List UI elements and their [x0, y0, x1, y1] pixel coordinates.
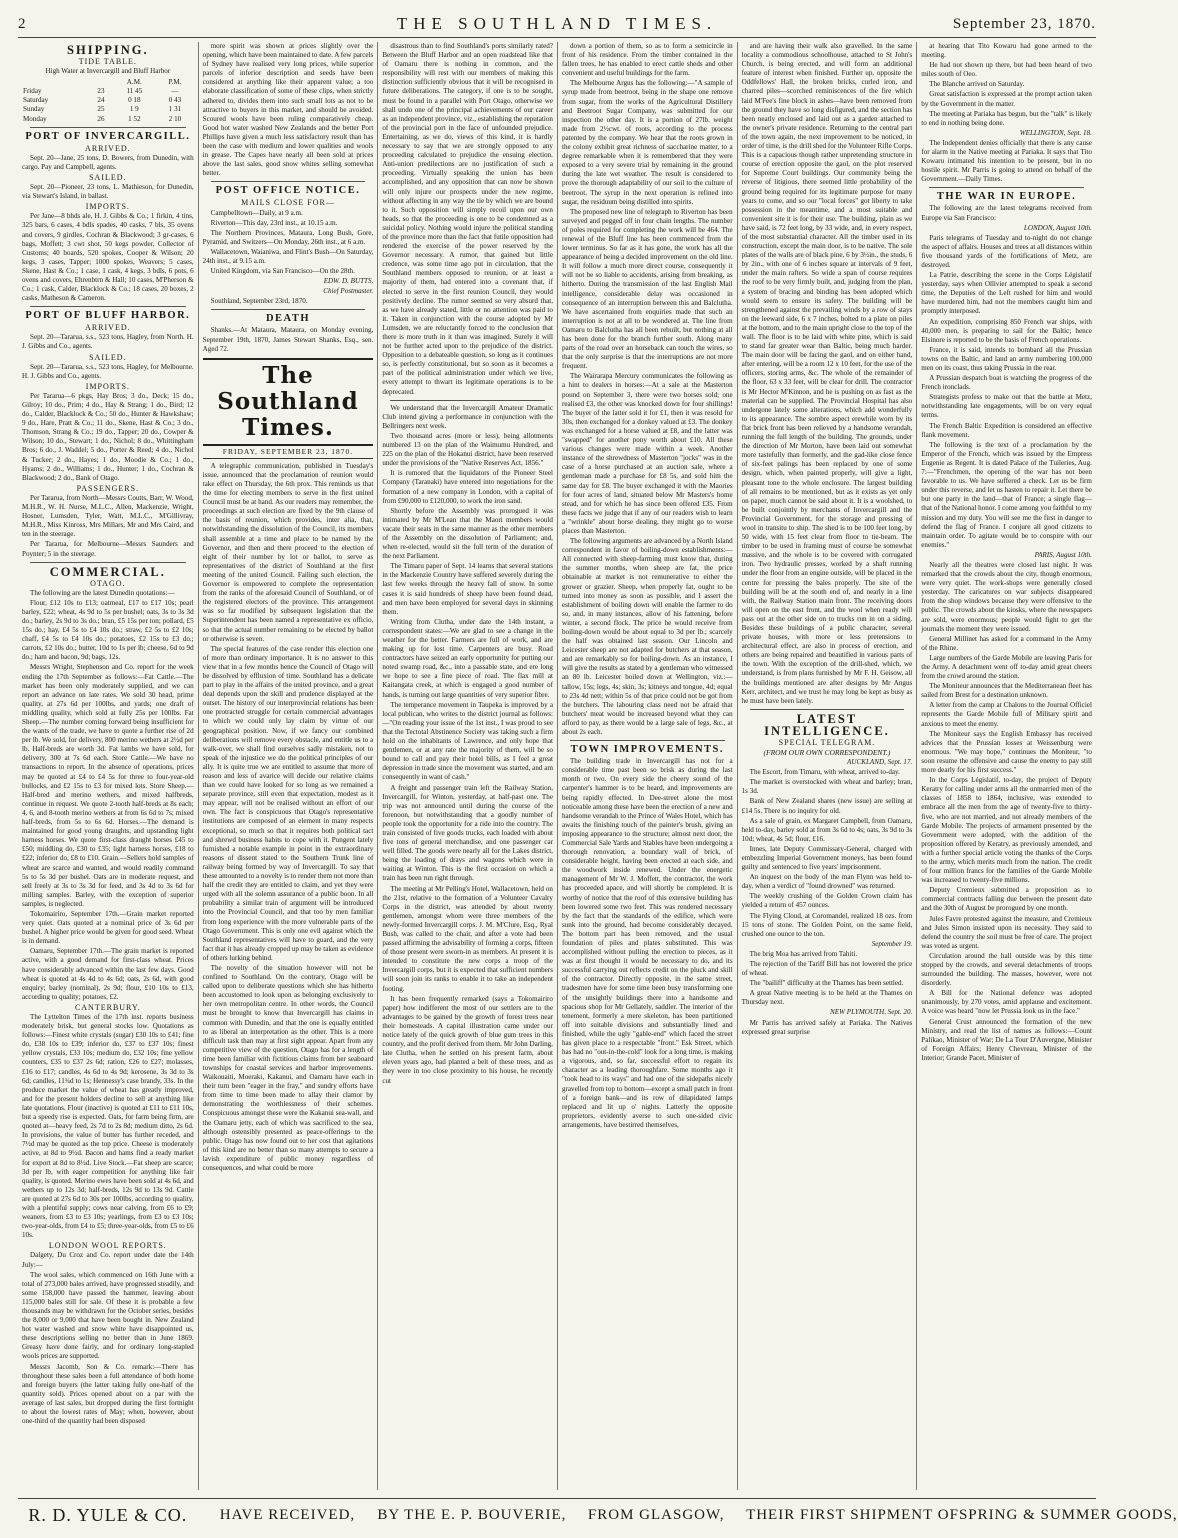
otago-intro: The following are the latest Dunedin quotations:— — [30, 588, 175, 597]
tide-cell: Saturday — [23, 96, 49, 105]
tide-row — [22, 115, 194, 124]
telegram-item: The Flying Cloud, at Coromandel, realized 18 ozs. from 15 tons of stone. The Golden Point, on the same field, crushed one ounce to the ton. — [741, 911, 913, 938]
telegram-item: As a sale of grain, ex Margaret Campbell, from Oamaru, held to-day, barley sold at from 3s 6d to 4s; oats, 3s 9d to 3s 10d; wheat, 4s 5d; flour, £16. — [741, 816, 913, 843]
mail-item: The Northern Provinces, Mataura, Long Bush, Gore, Pyramid, and Switzers—On Monday, 26th inst., at 6 a.m. — [202, 228, 374, 246]
tide-row — [22, 96, 194, 105]
sailed-label: SAILED. — [89, 352, 127, 362]
tide-cell: 11 45 — [126, 87, 143, 96]
town-improvements-heading: TOWN IMPROVEMENTS. — [570, 744, 724, 756]
telegram-item: The meeting at Pariaka has begun, but the "talk" is likely to end in nothing being done. — [921, 109, 1092, 127]
news-item: Writing from Clutha, under date the 14th instant, a correspondent states:—We are glad to see a change in the weather for the better. Farmers are full of work, and are making up for lost time. Carpenters are busy. Road contractors have seized an early opportunity for putting our noted swamp road, &c., into a passable state, and ere long we hope to see a fine piece of road. The flax mill at Kaitangata creek, at which is engaged a good number of hands, is turning out large quantities of very superior fibre. — [382, 617, 553, 699]
telegram-item: The Blanche arrived on Saturday. — [929, 80, 1025, 89]
war-item: Large numbers of the Garde Mobile are leaving Paris for the Army. A detachment went off to-day amid great cheers from the crowd around the station. — [921, 653, 1092, 681]
telegram-item: The weekly crushing of the Golden Crown claim has yielded a return of 457 ounces. — [741, 892, 913, 910]
divider — [211, 181, 366, 182]
tide-header-cell: P.M. — [168, 78, 182, 87]
leader-paragraph: The novelty of the situation however will not be confined to Southland. On the contrary, Otago will be called upon to deliberate questions which she has hitherto been accustomed to look upon as belonging exclusively to her own metropolitan centre. In other words, the Council must be brought to know that Invercargill has claims in common with Dunedin, and that the one is equally entitled to as liberal an interpretation as the other. This is a more difficult task than may at first sight appear. Apart from any competitive view of the question, Otago has for a length of time been familiar with fictitious claims from her seaboard townships for coastal services and harbor improvements. Waikouaiti, Moeraki, Kakanui, and Oamaru have each in their turn been "eager in the fray," and sundry efforts have from time to time been made to allay their clamor by demonstrating the worthlessness of their schemes. Conspicuous amongst these were the Kakanui sea-wall, and the Oamaru jetty, each of which was sacrificed to the sea, although ostensibly presented as peace-offerings to the public. Otago has now found out to her cost that agitations of this kind are no better than so many attempts to secure a lavish expenditure of public money regardless of consequences, and what could be more — [202, 963, 374, 1173]
divider — [211, 309, 366, 310]
tide-header-cell — [22, 78, 90, 87]
war-item: The Moniteur announces that the Mediterranean fleet has sailed from Brest for a destination unknown. — [921, 682, 1092, 700]
leader-paragraph: The special features of the case render this election one of more than ordinary importance. It is no answer to this view that in a few months hence the Council of Otago will be dissolved by effluxion of time. Southland has a delicate part to play in the affairs of the united province, and a great deal depends upon the skill and prudence displayed at the outset. The history of our interprovincial relations has been one protracted struggle for certain commercial advantages to which we could only lay claim by virtue of our geographical position. Now, if we fancy our combined deliberations will remove every obstacle, and entitle us to a walk-over, we shall find ourselves sadly mistaken, not to speak of the injustice we do the political principles of our ally. It is quite true we are entitled to assume that more of reason and less of avarice will decide our relative claims than we could have looked for so long as we remained a separate province, still even that expectation, modest as it may appear, will not be realised without an effort of our own. The fact is conspicuous that Otago's representative institutions are composed of an element in many respects exceptional, so much so that it requires both political tact and shrewd business habits to cope with it. Pungent lately furnished a notable example in point in the extraordinary reasons of dissent stated to the Southern Trunk line of railway being formed by way of Invercargill. To say that these amounted to a novelty is to render them not more than half the credit they are entitled to claim, and yet they were urged with all the solemn assurance of a public boon. In all probability a similar train of argument will be introduced into the Provincial Council, and that too by men familiar from long experience with the more vulnerable parts of the Otago Government. This is only one evil against which the Southland representatives will have to guard, and the very fact that it has already cropped up may be taken as evidence of others lurking behind. — [202, 644, 374, 962]
divider — [570, 740, 725, 741]
special-telegram-heading: SPECIAL TELEGRAM. — [778, 737, 876, 747]
column-2 — [198, 42, 378, 1490]
tide-cell: 2 10 — [168, 114, 182, 123]
column-1 — [18, 42, 198, 1490]
otago-oamaru: Oamaru, September 17th.—The grain market is reported active, with a good demand for first-class wheat. Prices have considerably advanced within the last few days. Good wheat is quoted at 4s 4d to 4s 6d; oats, 2s 6d, with good enquiry; barley (nominal), 2s 9d; flour, £10 10s to £13, according to quality; potatoes, £2. — [22, 947, 194, 1001]
tide-row — [22, 105, 194, 114]
new-plymouth-dateline: NEW PLYMOUTH, Sept. 20. — [830, 1008, 913, 1017]
canterbury-text: The Lyttelton Times of the 17th inst. reports business moderately brisk, but general stocks low. Quotations as follows:—Finest white crystals (sugar) £30 10s to £41; fine do, £38 10s to £39; inferior do, £37 to £37 10s; finest yellow crystals, £33 10s; medium do, £32 10s; fine yellow counters, £35 to £37 2s 6d; ration, £26 to £27; molasses, £16 to £17; candles, 4s 6d to 4s 9d; kerosene, 3s 3d to 3s 6d; candles, 11¾d to 1s; Hennessy's case brandy, 33s. In the produce market the value of wheat has greatly improved, and for the present holders decline to sell at anything like late quotations. Flour (inactive) is quoted at £11 to £11 10s, but a speedy rise is expected. Oats, for farm being firm, are quoted at—heavy feed, 2s 7d to 2s 8d; medium ditto, 2s 6d. In provisions, the value of butter has further receded, and 7½d may be quoted as the top price. Cheese is moderately active, at 8d to 9½d. Bacon and hams find a ready market for export at 8d to 8½d. Live Stock.—Fat sheep are scarce; 3d per lb, with eager competition for anything like fair quality, is quoted. Merino ewes have been sold at 4s 6d, and wethers up to 12s 3d; half-breds, 12s 9d to 13s 9d. Cattle are quoted at 27s 6d to 30s per 100lbs, according to quality, with a plentiful supply; cows near calving, from £6 to £9; weaners, from £3 to £3 10s; yearlings, from £3 to £3 10s; two-year-olds, from £4 to £5; three-year-olds, from £5 to £6 10s. — [22, 1013, 194, 1240]
tide-cell: 1 9 — [129, 105, 139, 114]
telegram-item: The Independent denies officially that there is any cause for alarm in the Native meeting at Pariaka. It says that Tito Kowaru intimated his intention to be present, but in no hostile spirit. Mr Parris is going to attend on behalf of the Government.—Daily Times. — [921, 138, 1092, 184]
london-dateline: LONDON, August 10th. — [1023, 223, 1092, 232]
war-item: General Millinet has asked for a command in the Army of the Rhine. — [921, 634, 1092, 652]
port-bluff-imports: Per Tararua—6 pkgs, Hay Bros; 3 do., Deck; 15 do., Gilroy; 10 do., Prim; 4 do., Hay & Strang; 1 do., Bird; 12 do., Calder, Blacklock & Co.; 50 do., Hunter & Hawkshaw; 9 do., Hare, Pratt & Co.; 11 do., Skene, Hast & Co.; 3 do., Thomson, Strang & Co.; 19 do., Tapper; 20 do., Cowper & Wilson; 10 do., Stewart; 1 do., Nichol; 8 do., Whittingham Bros; 6 do., J. Waddel; 5 do., Porter & Reed; 4 do., Nichol & Tucker; 2 do., Hayes; 1 do., Moodie & Co.; 1 do., Hyams; 2 do., Williams; 1 do., Hunter; 1 do., Cochran & Blackwood; 2 do., Bank of Otago. — [22, 391, 194, 482]
auckland-dateline: AUCKLAND, Sept. 17. — [847, 758, 913, 767]
wellington-dateline: WELLINGTON, Sept. 18. — [1019, 128, 1092, 137]
tide-header-cell — [90, 78, 113, 87]
imports-label: IMPORTS. — [85, 202, 130, 212]
running-head — [18, 14, 1096, 36]
column-5 — [737, 42, 917, 1490]
war-item: The Moniteur says the English Embassy has received advices that the Prussian losses at Weissenburg were enormous. "We may hope," continues the Moniteur, "to soon resume the offensive and cause the enemy to pay still more dearly for his first success." — [921, 729, 1092, 775]
telegram-item: The rejection of the Tariff Bill has not lowered the price of wheat. — [741, 960, 913, 978]
leader-paragraph: A telegraphic communication, published in Tuesday's issue, announced that the proclamation of reunion would take effect on Thursday, the 6th prox. This reminds us that the time for electing members to serve in the first united Council must be at hand. As our readers may remember, the proceedings at such election are fixed by the 9th clause of the basis of reunion, which provides, inter alia, that, notwithstanding the dissolution of the Council, its members shall assemble at a time and place to be named by the Governor, and then and there proceed to the election of eight of their number by lot or ballot, to serve as representatives of the district of Southland at the first meeting of the united Council. Failing such election, the Governor is empowered to complete the representation from the ranks of the aforesaid Council of Southland, or of the registered electors of the province. This arrangement was so far modified by subsequent legislation that the Superintendent has been named a representative ex officio, so that the actual number remaining to be elected by ballot or otherwise is seven. — [202, 461, 374, 643]
news-item: Shortly before the Assembly was prorogued it was intimated by Mr M'Lean that the Maori members would vacate their seats in the same manner as the other members of the Assembly on the dissolution of Parliament; and, when re-elected, would sit the full term of the duration of the next Parliament. — [382, 506, 553, 561]
ad-banner-text: HAVE RECEIVED, — [219, 1507, 356, 1523]
shipping-heading: SHIPPING. — [67, 43, 149, 57]
tide-table-heading: TIDE TABLE. — [78, 57, 137, 66]
port-invercargill-imports: Per Jane—8 bhds ale, H. J. Gibbs & Co.; 1 firkin, 4 tins, 325 bars, 6 cases, 4 bdls spades, 40 casks, 7 bls, 35 ovens and covers, 9 girdles, Cochran & Blackwood; 3 gr-cases, 6 bags, Moffett; 3 cwt shot, 50 kegs powder, Collector of Customs; 40 boards, 520 spokes, Cooper & Wilson; 20 kegs, 3 cases, Tapper; 1000 spokes, Weavers; 5 cases, Skene, Hast & Co.; 1 case, 1 cask, 4 kegs, 3 bdls, 6 pots, 6 ovens and covers, Ehrenbtrn & Hall; 10 cases, M'Pherson & Co.; 1 cask, Calder, Blacklock & Co.; 18 cases, 20 boxes, 2 casks, Matheson & Cameron. — [22, 212, 194, 303]
tide-cell: 0 18 — [128, 96, 141, 105]
sept19-dateline: September 19. — [871, 939, 913, 948]
arrived-label: ARRIVED. — [85, 143, 131, 153]
tide-header-cell: A.M. — [126, 78, 142, 87]
page-number: 2 — [18, 16, 26, 32]
war-item: Paris telegrams of Tuesday and to-night do not change the aspect of affairs. Houses and trees at all distances within five thousand yards of the fortifications of Metz, are destroyed. — [921, 233, 1092, 269]
telegram-item: The "bailiff" difficulty at the Thames has been settled. — [749, 979, 904, 988]
ad-banner-text: BY THE E. P. BOUVERIE, — [377, 1507, 567, 1523]
tide-cell: Sunday — [23, 105, 45, 114]
london-wool-heading: LONDON WOOL REPORTS. — [48, 1241, 167, 1251]
post-date: Southland, September 23rd, 1870. — [210, 297, 308, 306]
war-item: The following is the text of a proclamation by the Emperor of the French, which was issued by the Empress Eugenie as Regent. It is dated Palace of the Tuileries, Aug. 7:—"Frenchmen, the opening of the war has not been favorable to us. We have suffered a check. Let us be firm under this reverse, and let us hasten to repair it. Let there be but one party in the land—that of France; a single flag—that of the National honor. I come among you faithful to my mission and my duty. You will see me the first in danger to defend the flag of France. I conjure all good citizens to maintain order. To agitate would be to conspire with our enemies." — [921, 440, 1092, 549]
port-bluff-sailed: Sept. 20—Tararua, s.s., 523 tons, Hagley, for Melbourne. H. J. Gibbs and Co., agents. — [22, 362, 194, 380]
tide-cell: Friday — [23, 87, 42, 96]
divider — [30, 562, 186, 563]
town-improvements-text-continued: and are having their walk also gravelled. In the same locality a commodious schoolhouse, attached to St John's Church, is being erected, and will form an additional feature of interest when finished. Further up, opposite the Oddfellows' Hall, the broken bricks, curled iron, and charred piles—scorched reminiscences of the fire which laid M'Fee's fine block in ashes—have been removed from the ground they have so long disfigured, and the section has been neatly enclosed and laid out as a garden attached to the owner's private residence. Returning to the central part of the town again, the next improvement to be noticed, in order of time, is the drill shed for the Volunteer Rifle Corps. This is a capacious though rather unpretending structure in course of erection opposite the gaol, on the plot reserved for Supreme Court buildings. Our community being the reverse of litigious, there seemed little probability of the ground being required for its legitimate purpose for many years to come, and so our "local forces" got liberty to take possession in the meantime, and a most suitable and convenient site it is for their use. The building, plain as we have said, is 72 feet long, by 33 wide, and, in every respect, of the most substantial character. All the timber used in its construction, except the main door, is to be native. The sole plates of the walls are of black pine, 6 by 3½in., the studs, 6 by 2in., with one of 6 inches square at intervals of 9 feet, under the main rafters. So wide a span of course requires the roof to be very firmly built, and, judging from the plan, a system of bracing and binding has been adopted which would seem to ensure its safety. The building will be strengthened against the prevailing winds by a row of stays on the leeward side, 6 x 7 inches, bolted to a plate on piles at the bottom, and to the main upright close to the top of the wall. The floor is to be laid with white pine, which is said to stand far greater wear than Baltic, being much harder. The main door will be facing the gaol, and on either hand, after entering, will be a room 12 x 10 feet, for the use of the officers, storing arms, &c. The whole of the remainder of the floor, 63 x 33 feet, will be clear for drill. The contractor is Mr Hector M'Kinnon, and he is pushing on as fast as the material can be supplied. The Provincial Hospital has also undergone lately some alterations, which add wonderfully to its appearance. The sombre aspect erewhile worn by its flat brick front has been relieved by a handsome verandah, running the full length of the building. The grounds, under the direction of Mr Morton, have been laid out somewhat more tastefully than formerly, and the gad-like close fence of six-feet palings has been replaced by one of some design, which, when painted properly, will give a light, pleasant tone to the whole enclosure. The largest building of all remains to be mentioned, but as it exists as yet only on paper, much cannot be said about it. It is a woolshed, to be built conjointly by merchants of Invercargill and the Provincial Government, for the storage and pressing of wool in transitu to ship. The shed is to be 100 feet long, by 50 wide, with 15 feet clear from floor to tie-beam. The timber to be used in framing must of course be somewhat massive, and the whole is to be covered with corrugated iron. Two hydraulic presses, worked by a shaft running under the floor from an engine outside, will be placed in the centre for pressing the bales properly. The site of the building will be at the south end of, and nearly in a line with, the Railway Station main front. The receiving doors will open on the east front, and the wool when ready will pass out at the other side on to trucks run in on a siding. Besides these buildings of a public character, several private houses, with more or less pretensions to architectural effect, are also in process of erection, and others are being repaired and beautified in various parts of the town. With the exception of the drill-shed, which, we understand, is from plans furnished by Mr F. H. Geisow, all the buildings mentioned are after designs by Mr Angus Kerr, architect, and we trust he may long be kept as busy as he must have been lately. — [741, 42, 913, 705]
mail-item: United Kingdom, via San Francisco—On the 28th. — [210, 267, 355, 276]
news-item: We understand that the Invercargill Amateur Dramatic Club intend giving a performance in conjunction with the Bellringers next week. — [382, 403, 553, 430]
telegram-item: He had not shown up there, but had been heard of two miles south of Oeo. — [921, 61, 1092, 79]
column-6 — [916, 42, 1096, 1490]
tide-cell: — — [171, 87, 179, 96]
war-item: Nearly all the theatres were closed last night. It was remarked that the crowds about the city, though enormous, were very quiet. The work-shops were generally closed yesterday. The caricatures on war subjects disappeared from the shop windows because they were offensive to the public. The crowds about the kiosks, where the newspapers are sold, were enormous; people would fight to get the journals the moment they were issued. — [921, 560, 1092, 633]
news-item: The proposed new line of telegraph to Riverton has been surveyed and pegged off in four chain lengths. The number of poles required for completing the work will be 464. The renewal of the Bluff line has been commenced from the lower terminus. So far as it has gone, the work has all the appearance of being a decided improvement on the old line. It will follow a much more direct course, consequently it will not be so liable to accidents, arising from breaking, as hitherto. During the transmission of the last English Mail intelligence, considerable delay was occasioned in consequence of an interruption between this and Balclutha. We have ascertained from enquiries made that such an interruption is not at all to be wondered at. The line from Oamaru to Balclutha has all been rebuilt, but nothing at all has been done for the branch further south. Along many parts of the road over an horseback can touch the wires, so that the only surprise is that the interruptions are not more frequent. — [561, 207, 733, 371]
war-item: France, it is said, intends to bombard all the Prussian towns on the Baltic, and land an army numbering 100,000 men on its coast, thus taking Prussia in the rear. — [921, 345, 1092, 372]
news-item: The following arguments are advanced by a North Island correspondent in favor of boiling-down establishments:—All connected with sheep-farming must know that, during the summer months, when sheep are fat, the price obtainable at market is not remunerative to either the grower or grazier. Sheep, when properly fat, ought to be turned into money as soon as possible, and I assert the establishment of boiling down will enable the farmer to do so, and, in many instances, allow of his fattening, before winter, a second flock. The price he would receive from boiling-down would be about equal to 3d per lb.; scarcely the half was obtained last season. Our Lincoln and Leicester sheep are not adapted for butchers at that season, and are remarkably so for boiling-down. As an instance, I will give the results as stated by a gentleman who witnessed an 80 lb. Leicester boiled down at Wellington, viz.:—tallow, 15s; legs, 4s; skin, 3s; kitneys and tongue, 4d; equal to 23s 4d nett; within 5s of that price could not be got from the butchers. The labouring class need not be afraid that butchers' meat would be increased beyond what they can afford to pay, as there would be a large sale of legs, &c., at about 2s each. — [561, 537, 733, 737]
news-item: It is rumored that the liquidators of the Pioneer Steel Company (Taranaki) have entered into negotiations for the formation of a new company in London, with a capital of from £90,000 to £120,000, to work the iron sand. — [382, 469, 553, 505]
news-item: The Wairarapa Mercury communicates the following as a hint to dealers in horses:—At a sale at the Masterton pound on September 3, there were two horses sold; one realised £3, the other was knocked down for four shillings! The buyer of the latter sold it for £1, then it was resold for 30s, then exchanged for a donkey valued at £3. The donkey was exchanged for a horse valued at £8, and the latter was "swapped" for another pony worth about £10. All these various changes were made within a week. Another instance of the shrewdness of Masterton "jocks" was in the case of a horse purchased at an auction sale, where a gentleman made a purchase for £8 5s, and sold him the same day for £8. The buyer exchanged it with the Maories for four acres of land, situated below Mr Masters's home stead, and for which he has since been offered £35. From these facts we judge that if any of our readers wish to learn a "wrinkle" about horse dealing, they might go to worse places than Masterton. — [561, 372, 733, 535]
news-item: The meeting at Mr Pelling's Hotel, Wallacetown, held on the 21st, relative to the formation of a Volunteer Cavalry Corps in the district, was attended by about twenty gentlemen, amongst whom were three members of the newly-formed Invercargill corps. J. M. M'Clure, Esq., Ryal Bush, was called to the chair, and after a vote had been passed affirming the advisability of forming a corps, fifteen of those present were sworn-in as members. At present it is intended to constitute the new corps a troop of the Invercargill corps, but it is expected that sufficient numbers will soon join its ranks to enable it to take an independent footing. — [382, 884, 553, 993]
tide-header-row — [22, 78, 194, 87]
war-item: An expedition, comprising 850 French war ships, with 40,000 men, is preparing to sail for the Baltic; hence Elsinore is reported to be the basis of French operations. — [921, 317, 1092, 344]
news-item: It has been frequently remarked (says a Tokomairiro paper) how indifferent the most of our settlers are to the advantages to be gained by the growth of forest trees near their homesteads. A capital illustration came under our notice lately of the quick growth of blue gum trees in this country, and the profit derived from them. Mr John Darling, late Clutha, when he settled on his present farm, about eleven years ago, had planted a belt of these trees, and as they were in too close proximity to his house, he recently cut — [382, 994, 553, 1085]
passengers-label: PASSENGERS. — [76, 483, 140, 493]
port-invercargill-arrived: Sept. 20—Jane, 25 tons, D. Bowers, from Dunedin, with cargo. Pay and Campbell, agents. — [22, 153, 194, 171]
war-item: A Bill for the National defence was adopted unanimously, by 270 votes, amid applause and excitement. A voice was heard "now let Prussia look us in the face." — [921, 989, 1092, 1016]
divider — [390, 400, 545, 401]
telegram-item: Mr Parris has arrived safely at Pariaka. The Natives expressed great surprise — [741, 1018, 913, 1036]
wool-report-continued: more spirit was shown at prices slightly over the opening, which have been maintained to date. A few parcels of Sydney have realised very long prices, while superior parcels of inferior description and seeds have been considered at anything like their apparent value; a too elaborate classification of some of these clips, when strictly adhered to, divides them into such small lots as not to be attractive to buyers in this market, and should be avoided. Scoured wools have been ruling comparatively cheap. Good hot water washed New Zealands and the better Port Phillips have given a much less satisfactory result than has been the case with medium and lower qualities and wools in grease. The Capes have nearly all been sold at prices above the last sales, good snow whites selling somewhat better. — [202, 42, 374, 178]
tide-row — [22, 87, 194, 96]
telegram-item: Great satisfaction is expressed at the prompt action taken by the Government in the matter. — [921, 90, 1092, 108]
war-item: General Crust announced the formation of the new Ministry, and read the list of names as follows:—Count Palikao, Minister of War; De La Tour D'Auvergne, Minister of Foreign Affairs; Henry Chevreau, Minister of the Interior; Grande Pacet, Minister of — [921, 1017, 1092, 1062]
post-signer: EDW. D. BUTTS, — [323, 277, 374, 286]
death-heading: DEATH — [265, 313, 311, 325]
tide-cell: 23 — [97, 87, 105, 96]
paris-dateline: PARIS, August 10th. — [1034, 550, 1092, 559]
war-intro: The following are the latest telegrams received from Europe via San Francisco: — [921, 204, 1092, 222]
tide-cell: 0 43 — [168, 96, 182, 105]
london-wool-text: The wool sales, which commenced on 16th June with a total of 273,000 bales arrived, have progressed steadily, and some 158,000 have passed the hammer, leaving about 115,000 bales still for sale. Of these it is probable a few thousands may be withdrawn for the October series, besides the 8,000 or 9,000 that have been bought in. New Zealand hot water washed and snow white have disappointed us, these descriptions selling no better than in June 1869. Greasy have done fairly, and for ordinary long-stapled wools prices are supported. — [22, 1270, 194, 1361]
otago-stock-report: Messrs Wright, Stephenson and Co. report for the week ending the 17th September as follows:—Fat Cattle.—The market has been only moderately supplied, and we can report an advance on late rates. We sold 30 head, prime quality, at 27s 6d per 100lbs, and yards; one draft of middling quality, which sold at fully 25s per 100lbs. Fat Sheep.—The number coming forward being insufficient for the wants of the trade, we have to quote a further rise of 2d per lb. We sold, for delivery, 800 merino wethers at 2½d per lb. Half-breds are worth 3d. Fat lambs we have sold, for delivery, 300 at 7s 6d each. Store Cattle.—We have no transactions to report. In the absence of operations, prices may be quoted at £4 to £4 5s for three to four-year-old bullocks, and £2 15s to £3 for mixed lots. Store Sheep.—Half-bred and merino wethers, and mixed halfbreds, continue in request. We quote 2-tooth half-breds at 8s each; 4, 6, and 8-tooth merino wethers at from 6s 6d to 7s; mixed half-breds, from 5s to 6s 6d. Horses.—The demand is maintained for good young draughts, and upstanding light harness horses. We quote first-class draught horses £45 to £50; middling do, £30 to £35; light harness horses, £18 to £22; inferior do, £8 to £10. Grain.—Sellers hold samples of wheat are scarce and wanted, and would readily command 5s to 5s 3d per bushel. Oats are in moderate request, and sell freely at 3s to 3s 3d for feed, and 3s 4d to 3s 6d for milling samples. Barley, with the exception of superior samples, is neglected. — [22, 663, 194, 908]
column-4 — [557, 42, 737, 1490]
post-signer-title: Chief Postmaster. — [323, 287, 374, 296]
mail-item: Campbelltown—Daily, at 9 a.m. — [210, 208, 303, 217]
telegram-item: Bank of New Zealand shares (new issue) are selling at £14 5s. There is no inquiry for old. — [741, 797, 913, 815]
tide-cell: 25 — [97, 105, 105, 114]
telegram-item: The market is overstocked with wheat and barley; bran, 1s 3d. — [741, 778, 913, 796]
news-item: The temperance movement in Taupeka is improved by a local publican, who writes to the district journal as follows:—"On reading your issue of the 1st inst., I was proud to see that the Tectotal Abstinence Society was taking such a firm hold on the inhabitants of Lawrence, and only hope that gentlemen, or at any rate the majority of them, will be so bound to call and pay their hotel bills, as I feel a great depression in trade since the movement was started, and am consequently in want of cash." — [382, 700, 553, 782]
divider — [929, 187, 1084, 188]
news-item: The Melbourne Argus has the following:—"A sample of syrup made from beetroot, being in the shape one remove from sugar, from the works of the Agricultural Distillery and Beetroot Sugar Company, was submitted for our inspection the other day. It is a portion of 27lb. weight made from 2½cwt. of roots, according to the process patented by the company. We hear that the roots grown in the colony exhibit great richness of saccharine matter, to a degree remarkable when it is remembered that they were exposed to a very severe trial by remaining in the ground during the late wet weather. The result is considered to prove the thorough adaptability of our soil to the culture of beetroot. The syrup in the next operation is refined into sugar, the residuum being distilled into spirits. — [561, 79, 733, 206]
columns — [18, 42, 1096, 1490]
advertisement-strip — [18, 1498, 1178, 1531]
war-item: The French Baltic Expedition is considered an effective flank movement. — [921, 421, 1092, 439]
issue-date: FRIDAY, SEPTEMBER 23, 1870. — [203, 447, 374, 459]
port-bluff-heading: PORT OF BLUFF HARBOR. — [25, 310, 191, 322]
war-item: Deputy Cremieux submitted a proposition as to commercial contracts falling due between the present date and the 30th of August be prorogued by one month. — [921, 886, 1092, 913]
telegram-item: An inquest on the body of the man Flynn was held to-day, when a verdict of "found drowned" was returned. — [741, 873, 913, 891]
telegram-item: The brig Moa has arrived from Tahiti. — [749, 949, 858, 958]
divider — [750, 709, 905, 710]
column-3 — [377, 42, 557, 1490]
from-correspondent: (FROM OUR OWN CORRESPONDENT.) — [763, 747, 891, 757]
arrived-label: ARRIVED. — [85, 323, 131, 333]
tide-table — [22, 78, 194, 123]
war-item: A letter from the camp at Chalons to the Journal Officiel represents the Garde Mobile full of Military spirit and anxious to meet the enemy. — [921, 701, 1092, 728]
tide-cell: 24 — [97, 96, 105, 105]
mail-item: Wallacetown, Waianiwa, and Flint's Bush—On Saturday, 24th inst., at 9.15 a.m. — [202, 247, 374, 265]
ad-banner-text: FROM GLASGOW, — [587, 1507, 725, 1523]
port-bluff-arrived: Sept. 20—Tararua, s.s., 523 tons, Hagley, from North. H. J. Gibbs and Co., agents. — [22, 333, 194, 351]
telegram-item: at hearing that Tito Kowaru had gone armed to the meeting. — [921, 42, 1092, 60]
ad-banner-text: THEIR FIRST SHIPMENT OF — [746, 1507, 959, 1523]
newspaper-title: The Southland Times. — [203, 358, 374, 446]
running-title: THE SOUTHLAND TIMES. — [396, 14, 718, 33]
port-invercargill-sailed: Sept. 20—Pioneer, 23 tons, L. Mathieson, for Dunedin, via Stewart's Island, in ballast. — [22, 183, 194, 201]
latest-intelligence-heading: LATEST INTELLIGENCE. — [764, 711, 890, 738]
header-rule — [18, 37, 1096, 38]
london-wool-intro: Dalgety, Du Croz and Co. report under date the 14th July:— — [22, 1251, 194, 1269]
war-item: Strategists profess to make out that the battle at Metz, notwithstanding late engagements, will be on very equal terms. — [921, 393, 1092, 420]
port-bluff-passengers-2: Per Tararua, for Melbourne—Messrs Saunders and Poynter; 5 in the steerage. — [22, 540, 194, 558]
tide-cell: 26 — [97, 114, 105, 123]
news-item: Two thousand acres (more or less), being allotments numbered 13 on the plan of the Waimumu Hundred, and 225 on the plan of the Hokanui district, have been reserved under the provisions of the "Native Reserves Act, 1856." — [382, 431, 553, 468]
news-item: down a portion of them, so as to form a semicircle in front of his residence. From the timber contained in the fallen trees, he has enabled to erect cattle sheds and other convenient and useful buildings for the farm. — [561, 42, 733, 78]
tide-cell: Monday — [23, 114, 47, 123]
commercial-heading: COMMERCIAL. — [49, 564, 166, 579]
port-bluff-passengers: Per Tararua, from North—Messrs Coutts, Barr, W. Wood, M.H.R., W. H. Nurse, M.L.C., Allen, Mackenzie, Wright, Hosner, Lumsden, Tyler, Watt, M.L.C., M'Gillivray, M.H.R., Miss Kinross, Mrs Millars, Mr and Mrs Caird, and ten in the steerage. — [22, 493, 194, 539]
ad-banner-text: SPRING & SUMMER GOODS, — [958, 1507, 1178, 1523]
telegram-item: The Escort, from Timaru, with wheat, arrived to-day. — [749, 768, 900, 777]
telegram-item: Innes, late Deputy Commissary-General, charged with embezzling Imperial Government moneys, has been found guilty and sentenced to five years' imprisonment. — [741, 844, 913, 872]
tide-intro: High Water at Invercargill and Bluff Harbor — [45, 67, 171, 76]
mail-item: Riverton—This day, 23rd inst., at 10.15 a.m. — [210, 218, 338, 227]
news-item: The Timaru paper of Sept. 14 learns that several stations in the Mackenzie Country have suffered severely during the last few weeks through the heavy fall of snow. In some cases it is said hundreds of sheep have been found dead, and men have been employed for several days in skinning them. — [382, 562, 553, 616]
war-in-europe-heading: THE WAR IN EUROPE. — [936, 191, 1077, 203]
otago-tokomairiro: Tokomairiro, September 17th.—Grain market reported very quiet. Oats quoted at a nominal price of 3s 6d per bushel. A higher price would be given for good seed. Wheat is in demand. — [22, 909, 194, 946]
telegram-item: A great Native meeting is to be held at the Thames on Thursday next. — [741, 989, 913, 1007]
war-item: Circulation around the hall outside was by this time stopped by the crowds, and several detachments of troops surrounded the building. The masses, however, were not disorderly. — [921, 951, 1092, 988]
canterbury-heading: CANTERBURY. — [74, 1002, 141, 1012]
news-item: A freight and passenger train left the Railway Station, Invercargill, for Winton, yesterday, at half-past one. The trip was not announced until during the course of the forenoon, but notwithstanding that a goodly number of people took the opportunity for a ride into the country. The train consisted of five goods trucks, each loaded with about five tons of general merchandise, and one passenger car well filled. The goods were nearly all for the Lakes district, being the loading of drays and wagons which were in waiting at Winton. This is the first occasion on which a train has been run right through. — [382, 783, 553, 883]
death-notice: Shanks.—At Mataura, Mataura, on Monday evening, September 19th, 1870, James Stewart Shanks, Esq., sen. Aged 72. — [202, 326, 374, 353]
otago-heading: OTAGO. — [90, 578, 126, 588]
port-invercargill-heading: PORT OF INVERCARGILL. — [25, 130, 191, 142]
war-item: In the Corps Législatif, to-day, the project of Deputy Keratry for calling under arms all the unmarried men of the classes of 1858 to 1864, inclusive, was extended to embrace all the men from the age of twenty-five to thirty-five, who are not married, and not already members of the Garde Mobile. The projects of armament presented by the Government were adopted, with the addition of the proposition offered by Keratry, as previously amended, and with a further special article voting the thanks of the Corps to the army, which merits much from the nation. The credit of four million francs for the families of the Garde Mobile was increased to twenty-five millions. — [921, 776, 1092, 885]
sailed-label: SAILED. — [89, 172, 127, 182]
london-wool-text-2: Messrs Jacomb, Son & Co. remark:—There has throughout these sales been a full attendance of both home and foreign buyers (the latter taking fully one-half of the quantity sold). Prices opened about on a par with the average of last sales, but dropped during the first fortnight to about the lowest rates of May; when, however, about one-third of the quantity had been disposed — [22, 1362, 194, 1426]
otago-quotes: Flour, £12 10s to £13; oatmeal, £17 to £17 10s; pearl barley, £22; wheat, 4s 9d to 5s per bushel; oats, 3s to 3s 3d do.; barley, 2s 9d to 3s do.; bran, £5 15s per ton; pollard, £5 15s do.; hay, £4 5s to £4 10s do.; straw, £2 5s to £2 10s; chaff, £4 5s to £4 10s do.; potatoes, £2 15s to £3 do.; carrots, £2 10s do.; butter, 10d to 1s per lb; cheese, 6d to 9d do.; ham and bacon, 9d; bags, 12s. — [22, 598, 194, 662]
post-office-subheading: MAILS CLOSE FOR— — [241, 198, 335, 208]
divider — [30, 306, 186, 307]
tide-cell: 1 52 — [128, 114, 141, 123]
ad-banner-text: R. D. YULE & CO. — [28, 1505, 188, 1525]
town-improvements-text: The building trade in Invercargill has not for a considerable time past been so brisk as during the last month or two. On every side the cheery sound of the carpenter's hammer is to be heard, and improvements are being rapidly effected. In Dee-street alone the most noticeable among these have been the erection of a new and handsome verandah to the Prince of Wales Hotel, which has awaits the finishing touch of the painter's brush, giving an imposing appearance to the structure; almost next door, the Commercial Sale Yards and Stables have been undergoing a thorough renovation, a boundary wall of brick, of considerable height, having been erected at each side, and the woodwork inside renewed. Under the energetic management of Mr W. J. Moffett, the contractor, the work has proceeded apace, and will shortly be completed. It is worthy of notice that the roof of this extensive building has been lowered some two feet. This was rendered necessary by the fact that the standards of the edifice, which were sunk into the ground, had become considerably decayed. The bottom part has been removed, and the usual foundation of piles and plates substituted. This was accomplished without pulling the erection to pieces, as it was at first thought it would be necessary to do, and its successful carrying out reflects credit on the pluck and skill of the contractor. Directly opposite, in the same street, tradesmen have for some time been busy transforming one of the unsightly buildings there into a handsome and spacious shop for Mr Gellately, saddler. The interior of the tenement, formerly a mere skeleton, has been partitioned off into suitable divisions and substantially lined and finished, while the ugly "gable-end" which faced the street has given place to a respectable "front." Esk Street, which has had no "out-in-the-cold" look for a long time, is making a vigorous, and, so far, successful effort to regain its character as a leading thoroughfare. Some months ago it "took head to its ways" and had one of the sidepaths nicely gravelled from top to bottom—except a small patch in front of a foreign bank—and its row of dilapidated lamps replaced and lit up o' nights. Latterly the opposite proprietors, evidently averse to such one-sided civic arrangements, have bestirred themselves, — [561, 757, 733, 1129]
post-office-heading: POST OFFICE NOTICE. — [215, 185, 361, 197]
leader-paragraph: disastrous than to find Southland's ports similarly rated? Between the Bluff Harbor and an open roadstead like that of Oamaru there is nothing in common, and the responsibility will rest with our members of making this distinction sufficiently obvious that it will be recognised in future deliberations. The category, if one is to be sought, must be found in a parallel with Port Otago, otherwise we shall undo one of the principal achievements of our career as an independent province, viz., establishing the reputation of the provincial port in the face of unfounded prejudice. Entertaining, as we do, views of this kind, it is hardly necessary to say that we are strongly opposed to any proceeding calculated to prejudice the ensuing election. Anti-union predilections are no justification of such a proceeding. Virtually speaking the union has been accomplished, and any opposition that can now be shown will only injure our prospects under the new regime, without affecting in any way the tie by which we are bound to it. Such opposition will simply recoil upon our own heads, so that the proceeding is one to be condemned as a suicidal policy. Nothing would injure the political standing of the province more than the fact that futile opposition had rendered the exercise of the power reserved by the Governor necessary. A rumor, that gained but little credence, was some time ago put in circulation, that the Southland members opposed to reunion, or at least a majority of them, had entered into a covenant that, if elected to serve in the first reunion Council, they would positively decline. The rumor seemed so very absurd that, as we have already stated, little or no attention was paid to it. Taken in conjunction with the course adopted by Mr Lumsden, we are reluctantly forced to the conclusion that there is more truth in it than was imagined. Surely it will not be further acted upon to the prejudice of the district. Opposition to a debateable question, so long as it continues so, is perfectly constitutional, but so soon as it becomes a part of the political administration under which we live, every attempt to thwart its legitimate operations is to be deprecated. — [382, 42, 553, 396]
war-item: La Patrie, describing the scene in the Corps Législatif yesterday, says when Ollivier attempted to speak a second time, the Deputies of the Left rushed for him and would have murdered him, had not the members caught him and promptly interposed. — [921, 271, 1092, 316]
running-date: September 23, 1870. — [952, 16, 1096, 32]
war-item: A Prussian despatch boat is watching the progress of the French ironclads. — [921, 374, 1092, 392]
divider — [30, 127, 186, 128]
imports-label: IMPORTS. — [85, 381, 130, 391]
war-item: Jules Favre protested against the measure, and Cremieux and Jules Simon insisted upon its necessity. They said to defend the country the soil must be free of care. The project was voted as urgent. — [921, 914, 1092, 950]
tide-cell: 1 31 — [168, 105, 182, 114]
